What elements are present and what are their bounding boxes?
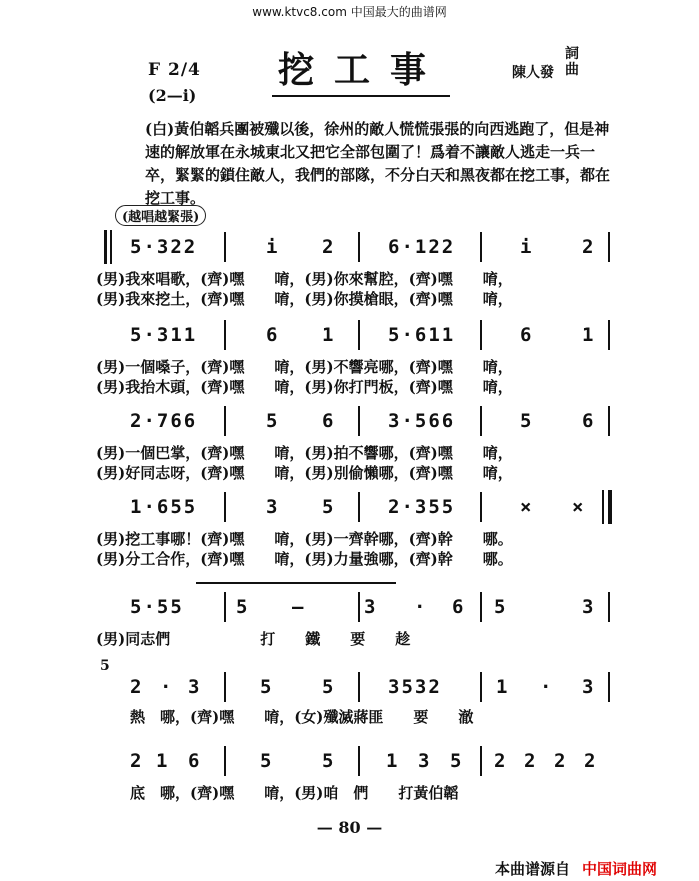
tempo-marking: (越唱越緊張)	[115, 205, 206, 226]
note-group: 6	[266, 324, 280, 346]
note-group: 2	[524, 750, 538, 772]
note-group: 5	[322, 750, 336, 772]
note-group: 2	[130, 750, 144, 772]
note-group: 2·766	[130, 410, 198, 432]
note-group: 3532	[388, 676, 442, 698]
note-group: 5·311	[130, 324, 198, 346]
note-group: 1	[386, 750, 400, 772]
lyric-line: 熱 哪，(齊)嘿 唷，(女)殲滅蔣匪 要 澈	[130, 708, 474, 726]
note-group: 5·55	[130, 596, 184, 618]
note-group: 6	[520, 324, 534, 346]
note-group: 5	[322, 676, 336, 698]
note-group: 2·355	[388, 496, 456, 518]
lyric-line: 底 哪，(齊)嘿 唷，(男)咱 們 打黃伯韜	[130, 784, 459, 802]
note-group: ·	[414, 596, 428, 618]
note-group: 5	[520, 410, 534, 432]
note-group: 3	[266, 496, 280, 518]
note-group: 1	[156, 750, 170, 772]
note-group: 2	[322, 236, 336, 258]
brand-name: 中国词曲网	[582, 860, 658, 878]
note-group: 2	[582, 236, 596, 258]
note-group: 6	[188, 750, 202, 772]
note-group: 3·566	[388, 410, 456, 432]
note-group: 5	[266, 410, 280, 432]
score-row-6	[96, 658, 616, 728]
note-group: ×	[572, 496, 586, 518]
site-header: www.ktvc8.com 中国最大的曲谱网	[252, 5, 447, 19]
note-group: 5	[236, 596, 250, 618]
vocal-range: (2—i)	[148, 86, 197, 105]
note-group: 5·322	[130, 236, 198, 258]
lyric-line: (男)一個嗓子，(齊)嘿 唷，(男)不響亮哪，(齊)嘿 唷，	[96, 358, 513, 376]
key-signature: F 2/4	[148, 60, 201, 80]
score-row-1	[96, 228, 616, 308]
note-group: 6	[322, 410, 336, 432]
note-group: 3	[418, 750, 432, 772]
note-group: 2	[130, 676, 144, 698]
note-group: 5·611	[388, 324, 456, 346]
score-row-7	[96, 740, 616, 810]
note-group: 1	[496, 676, 510, 698]
note-group: 1	[582, 324, 596, 346]
note-group: 6	[582, 410, 596, 432]
note-group: ·	[540, 676, 554, 698]
score-row-5	[96, 582, 616, 652]
note-group: 6·122	[388, 236, 456, 258]
note-group: 5	[494, 596, 508, 618]
note-group: 5	[322, 496, 336, 518]
note-group: 3	[364, 596, 378, 618]
source-credit	[495, 858, 657, 879]
note-group: i	[266, 236, 280, 258]
tie-line	[196, 582, 396, 584]
lyric-line: (男)挖工事哪！(齊)嘿 唷，(男)一齊幹哪，(齊)幹 哪。	[96, 530, 513, 548]
source-label: 本曲谱源自	[495, 860, 571, 878]
note-group: 5	[450, 750, 464, 772]
lyric-line: (男)我來唱歌，(齊)嘿 唷，(男)你來幫腔，(齊)嘿 唷，	[96, 270, 513, 288]
note-group: ×	[520, 496, 534, 518]
lyric-line: (男)分工合作，(齊)嘿 唷，(男)力量強哪，(齊)幹 哪。	[96, 550, 513, 568]
note-group: 1	[322, 324, 336, 346]
note-group: 1·655	[130, 496, 198, 518]
page-number: — 80 —	[316, 818, 383, 837]
author-role: 詞曲	[565, 46, 579, 78]
author-name: 陳人發	[512, 65, 554, 81]
score-row-3	[96, 402, 616, 482]
score-row-2	[96, 316, 616, 396]
lyric-line: (男)好同志呀，(齊)嘿 唷，(男)別偷懶哪，(齊)嘿 唷，	[96, 464, 513, 482]
song-title: 挖工事	[272, 42, 450, 97]
note-group: 6	[452, 596, 466, 618]
lyric-line: (男)我來挖土，(齊)嘿 唷，(男)你摸槍眼，(齊)嘿 唷，	[96, 290, 513, 308]
lyric-line: (男)一個巴掌，(齊)嘿 唷，(男)拍不響哪，(齊)嘿 唷，	[96, 444, 513, 462]
note-group: 2	[554, 750, 568, 772]
note-group: 5	[260, 676, 274, 698]
score-row-4	[96, 488, 616, 568]
ending-marker: 5	[100, 658, 110, 674]
note-group: 3	[582, 676, 596, 698]
note-group: —	[292, 596, 306, 618]
note-group: 2	[494, 750, 508, 772]
lyric-line: (男)同志們 打 鐵 要 趁	[96, 630, 411, 648]
note-group: 3	[188, 676, 202, 698]
lyric-line: (男)我抬木頭，(齊)嘿 唷，(男)你打門板，(齊)嘿 唷，	[96, 378, 513, 396]
note-group: 3	[582, 596, 596, 618]
spoken-intro: (白)黃伯韜兵團被殲以後，徐州的敵人慌慌張張的向西逃跑了，但是神速的解放軍在永城東北又把它全部包圍了！爲着不讓敵人逃走一兵一卒，緊緊的鎖住敵人，我們的部隊，不分白天和黑夜都在挖工事，都在挖工事。	[145, 120, 611, 207]
note-group: 2	[584, 750, 598, 772]
note-group: 5	[260, 750, 274, 772]
note-group: i	[520, 236, 534, 258]
note-group: ·	[160, 676, 174, 698]
